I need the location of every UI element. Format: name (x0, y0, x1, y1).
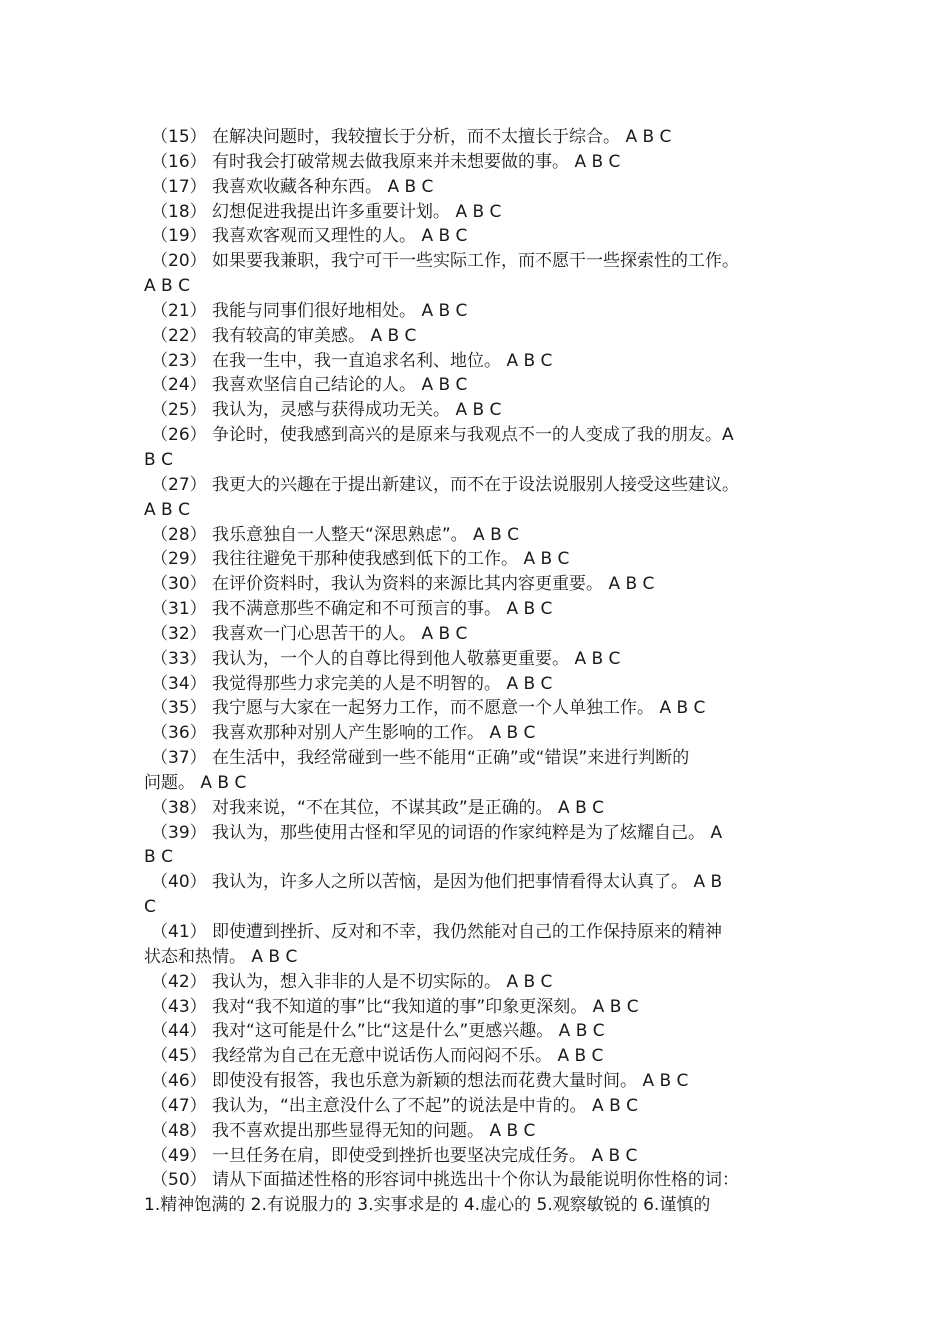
text-line: （41） 即使遭到挫折、反对和不幸，我仍然能对自己的工作保持原来的精神 (151, 922, 723, 942)
text-line: （37） 在生活中，我经常碰到一些不能用“正确”或“错误”来进行判断的 (151, 748, 690, 769)
text-line: （28） 我乐意独自一人整天“深思熟虑”。 A B C (151, 524, 520, 545)
text-line: （31） 我不满意那些不确定和不可预言的事。 A B C (151, 599, 553, 620)
text-line: （22） 我有较高的审美感。 A B C (151, 325, 417, 346)
text-line: （36） 我喜欢那种对别人产生影响的工作。 A B C (151, 723, 536, 744)
text-line: （16） 有时我会打破常规去做我原来并未想要做的事。 A B C (151, 151, 621, 172)
text-line: （21） 我能与同事们很好地相处。 A B C (151, 300, 468, 321)
text-line: B C (144, 449, 173, 470)
text-line: （30） 在评价资料时，我认为资料的来源比其内容更重要。 A B C (151, 574, 655, 595)
text-line: （50） 请从下面描述性格的形容词中挑选出十个你认为最能说明你性格的词： (151, 1170, 740, 1191)
text-line: A B C (144, 276, 190, 297)
text-line: 1.精神饱满的 2.有说服力的 3.实事求是的 4.虚心的 5.观察敏锐的 6.谨慎的 (144, 1195, 711, 1216)
text-line: （17） 我喜欢收藏各种东西。 A B C (151, 176, 434, 197)
text-line: （48） 我不喜欢提出那些显得无知的问题。 A B C (151, 1120, 536, 1141)
text-line: （42） 我认为，想入非非的人是不切实际的。 A B C (151, 971, 553, 992)
text-line: （33） 我认为，一个人的自尊比得到他人敬慕更重要。 A B C (151, 648, 621, 669)
text-line: （39） 我认为，那些使用古怪和罕见的词语的作家纯粹是为了炫耀自己。 A (151, 822, 723, 843)
text-line: A B C (144, 499, 190, 520)
text-line: （20） 如果要我兼职，我宁可干一些实际工作，而不愿干一些探索性的工作。 (151, 251, 740, 272)
text-line: （24） 我喜欢坚信自己结论的人。 A B C (151, 375, 468, 396)
document-page (144, 125, 808, 1218)
text-line: （43） 我对“我不知道的事”比“我知道的事”印象更深刻。 A B C (151, 996, 639, 1017)
text-line: （49） 一旦任务在肩，即使受到挫折也要坚决完成任务。 A B C (151, 1145, 638, 1166)
text-line: （34） 我觉得那些力求完美的人是不明智的。 A B C (151, 673, 553, 694)
text-line: 问题。 A B C (144, 772, 247, 793)
text-line: （40） 我认为，许多人之所以苦恼，是因为他们把事情看得太认真了。 A B (151, 872, 723, 893)
text-line: （15） 在解决问题时，我较擅长于分析，而不太擅长于综合。 A B C (151, 127, 672, 147)
text-line: （38） 对我来说，“不在其位，不谋其政”是正确的。 A B C (151, 797, 605, 818)
text-line: （23） 在我一生中，我一直追求名利、地位。 A B C (151, 350, 553, 371)
text-line: （44） 我对“这可能是什么”比“这是什么”更感兴趣。 A B C (151, 1021, 605, 1042)
text-line: （46） 即使没有报答，我也乐意为新颖的想法而花费大量时间。 A B C (151, 1071, 689, 1092)
text-line: （26） 争论时，使我感到高兴的是原来与我观点不一的人变成了我的朋友。A (151, 425, 734, 446)
text-line: （29） 我往往避免干那种使我感到低下的工作。 A B C (151, 549, 570, 570)
text-line: （27） 我更大的兴趣在于提出新建议，而不在于设法说服别人接受这些建议。 (151, 474, 740, 495)
text-line: （47） 我认为，“出主意没什么了不起”的说法是中肯的。 A B C (151, 1095, 639, 1116)
text-line: （19） 我喜欢客观而又理性的人。 A B C (151, 226, 468, 247)
text-line: 状态和热情。 A B C (144, 946, 298, 967)
text-line: B C (144, 847, 173, 868)
text-line: （45） 我经常为自己在无意中说话伤人而闷闷不乐。 A B C (151, 1046, 604, 1067)
text-line: （25） 我认为，灵感与获得成功无关。 A B C (151, 400, 502, 421)
text-line: C (144, 897, 156, 918)
text-line: （35） 我宁愿与大家在一起努力工作，而不愿意一个人单独工作。 A B C (151, 698, 706, 719)
text-line: （32） 我喜欢一门心思苦干的人。 A B C (151, 623, 468, 644)
text-line: （18） 幻想促进我提出许多重要计划。 A B C (151, 201, 502, 222)
